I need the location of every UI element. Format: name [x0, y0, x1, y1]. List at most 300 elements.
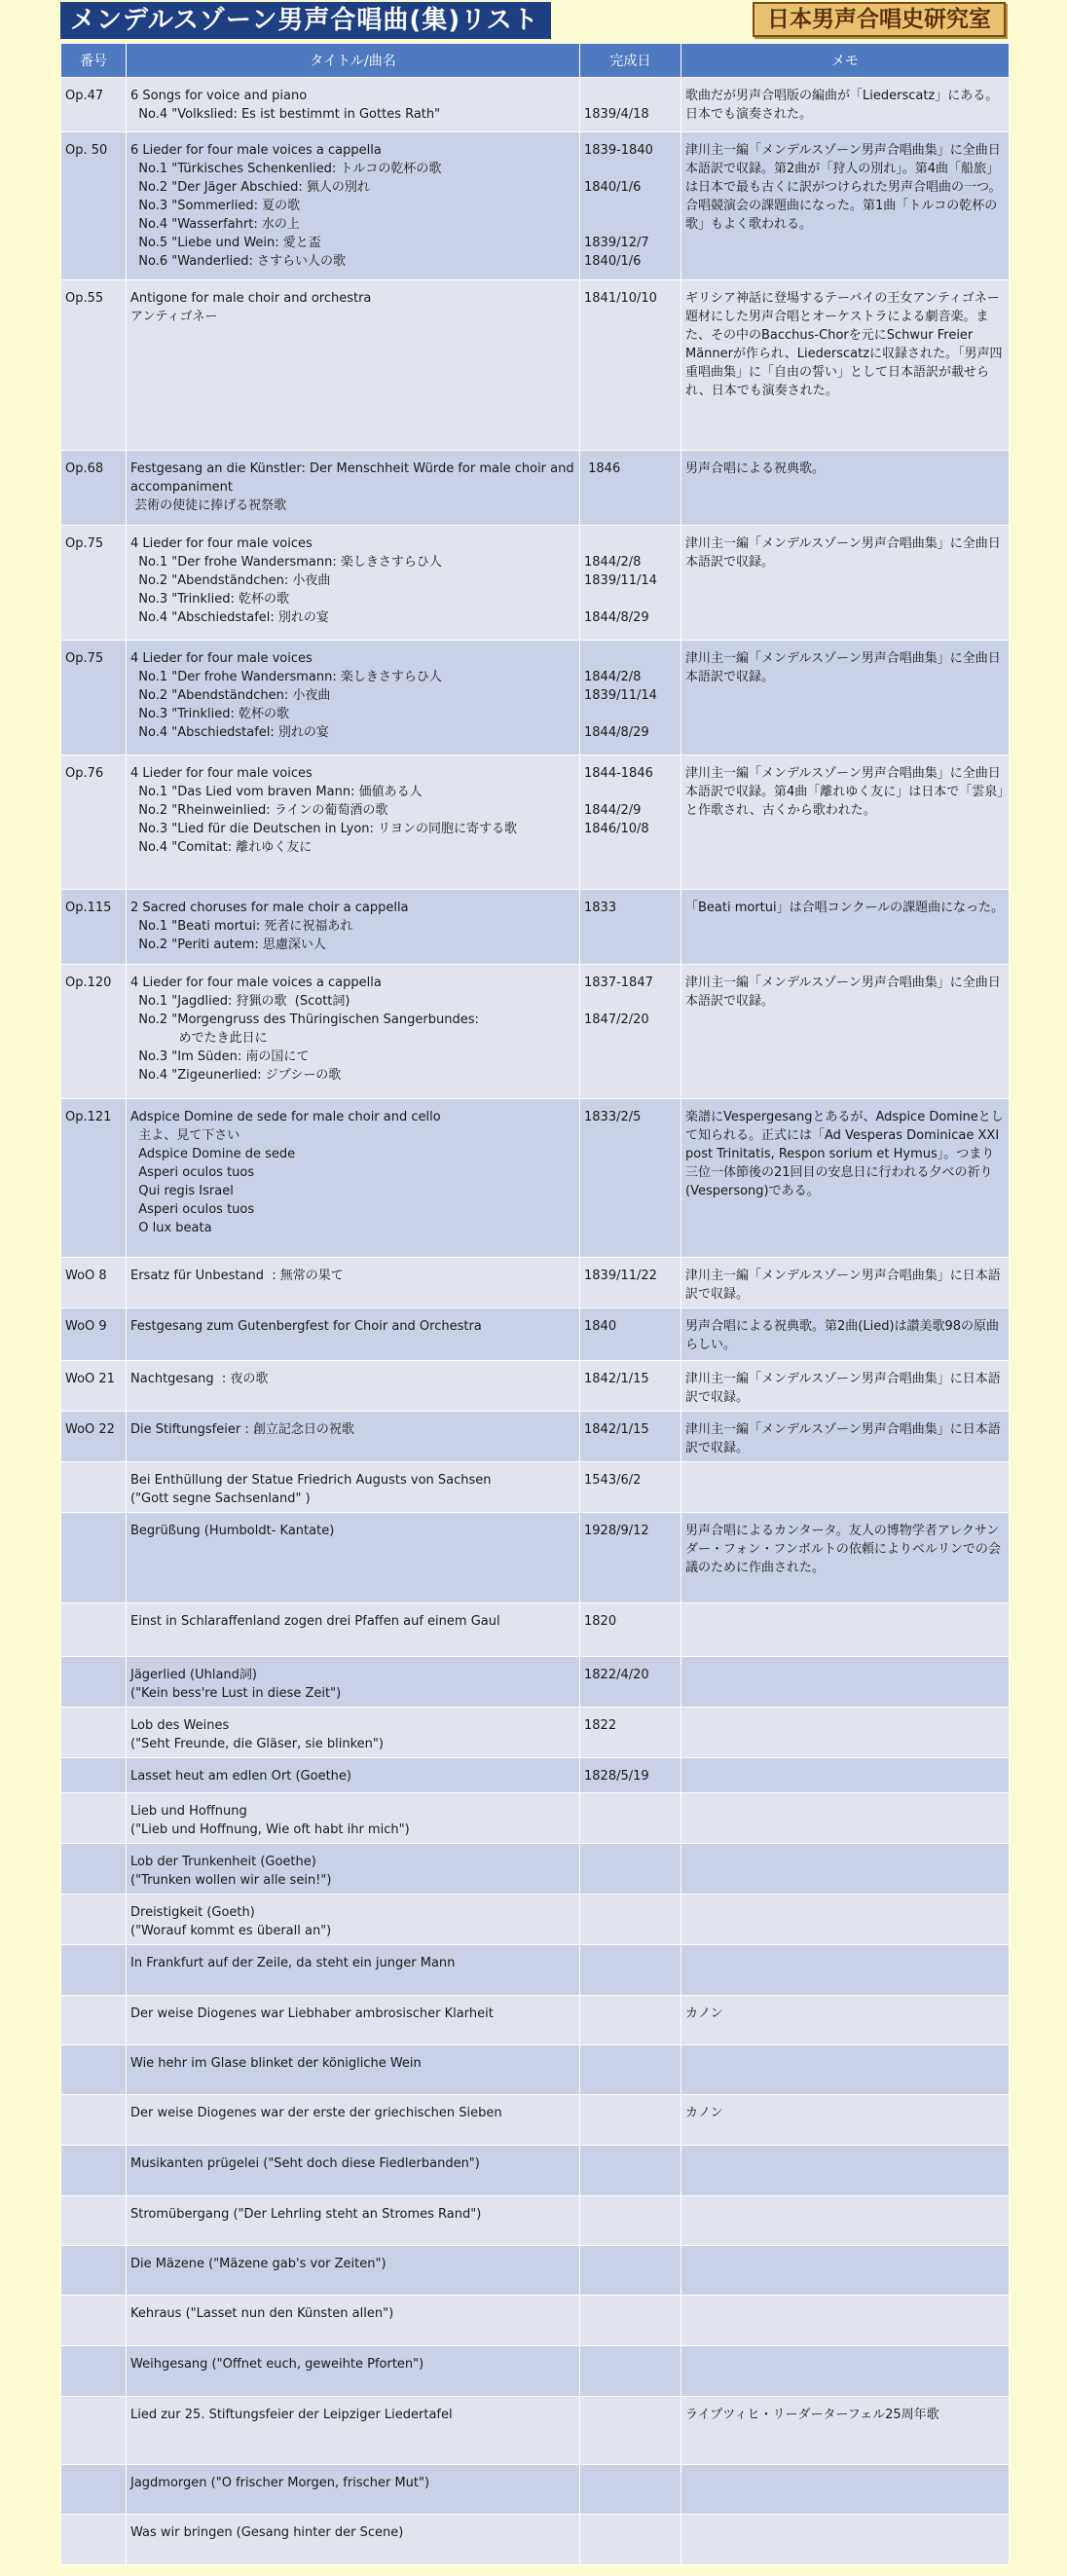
row-opus-number: Op.121 — [61, 1099, 127, 1258]
row-date-cell — [580, 1513, 681, 1603]
completion-date: 1842/1/15 — [584, 1372, 649, 1386]
work-title: Lieb und Hoffnung — [130, 1804, 247, 1819]
row-memo: 津川主一編「メンデルスゾーン男声合唱曲集」に日本語訳で収録。 — [681, 1258, 1010, 1308]
row-memo: 歌曲だが男声合唱版の編曲が「Liederscatz」にある。日本でも演奏された。 — [681, 78, 1010, 132]
work-subtitle: Asperi oculos tuos — [130, 1202, 255, 1217]
row-memo — [681, 1657, 1010, 1708]
row-opus-number: WoO 21 — [61, 1361, 127, 1412]
table-header-row — [61, 44, 1010, 78]
work-title: Kehraus ("Lasset nun den Künsten allen") — [130, 2306, 394, 2321]
row-title-cell — [127, 2095, 580, 2146]
completion-date: 1543/6/2 — [584, 1473, 642, 1488]
row-title-cell — [127, 641, 580, 755]
column-header-date: 完成日 — [580, 44, 681, 78]
row-opus-number — [61, 1708, 127, 1758]
row-opus-number — [61, 1657, 127, 1708]
work-subtitle: No.3 "Lied für die Deutschen in Lyon: リヨンの同胞に寄する歌 — [130, 822, 518, 836]
work-title: Lasset heut am edlen Ort (Goethe) — [130, 1769, 351, 1784]
work-subtitle: No.2 "Der Jäger Abschied: 猟人の別れ — [130, 180, 370, 195]
completion-date — [584, 1853, 677, 1871]
row-title-cell — [127, 1945, 580, 1996]
table-row — [61, 641, 1010, 755]
row-title-cell — [127, 451, 580, 526]
completion-date: 1846/10/8 — [584, 822, 649, 836]
table-row — [61, 2296, 1010, 2346]
work-title: In Frankfurt auf der Zeile, da steht ein junger Mann — [130, 1956, 456, 1970]
row-title-cell — [127, 1361, 580, 1412]
row-date-cell — [580, 2095, 681, 2146]
row-opus-number: Op.115 — [61, 890, 127, 965]
table-row — [61, 451, 1010, 526]
completion-date — [584, 2205, 677, 2224]
completion-date — [584, 2406, 677, 2424]
completion-date — [584, 2304, 677, 2323]
work-title: Der weise Diogenes war Liebhaber ambrosischer Klarheit — [130, 2006, 494, 2021]
row-opus-number — [61, 1945, 127, 1996]
row-memo — [681, 1462, 1010, 1513]
completion-date: 1840/1/6 — [584, 180, 642, 195]
completion-date — [584, 1802, 677, 1821]
work-title: Adspice Domine de sede for male choir and cello — [130, 1110, 441, 1124]
work-subtitle: No.1 "Das Lied vom braven Mann: 価値ある人 — [130, 785, 423, 799]
row-date-cell — [580, 1758, 681, 1793]
row-date-cell — [580, 1099, 681, 1258]
row-memo: 楽譜にVespergesangとあるが、Adspice Domineとして知られる。正式には「Ad Vesperas Dominicae XXI post Trinitatis, Respon sorium et Hymus」。つまり三位一体節後の21回目の安息日に行われる夕べの祈り(Vespersong)である。 — [681, 1099, 1010, 1258]
row-date-cell — [580, 1412, 681, 1462]
work-subtitle: O lux beata — [130, 1221, 212, 1235]
work-subtitle: No.2 "Periti autem: 思慮深い人 — [130, 938, 326, 952]
completion-date — [584, 590, 677, 608]
row-date-cell — [580, 1895, 681, 1945]
row-opus-number: Op.75 — [61, 526, 127, 641]
work-subtitle: No.1 "Beati mortui: 死者に祝福あれ — [130, 919, 353, 934]
work-title: Wie hehr im Glase blinket der königliche Wein — [130, 2056, 422, 2071]
table-row — [61, 1462, 1010, 1513]
table-row — [61, 526, 1010, 641]
table-row — [61, 1513, 1010, 1603]
row-title-cell — [127, 78, 580, 132]
page-header — [60, 0, 1005, 43]
table-row — [61, 1945, 1010, 1996]
work-title: Festgesang an die Künstler: Der Menschheit Würde for male choir and accompaniment — [130, 461, 578, 495]
completion-date: 1846 — [584, 461, 621, 476]
completion-date: 1841/10/10 — [584, 291, 657, 306]
row-date-cell — [580, 2296, 681, 2346]
page-title: メンデルスゾーン男声合唱曲(集)リスト — [60, 2, 551, 39]
row-opus-number — [61, 2045, 127, 2095]
completion-date — [584, 2104, 677, 2122]
work-subtitle: No.2 "Rheinweinlied: ラインの葡萄酒の歌 — [130, 803, 388, 818]
work-subtitle: No.1 "Jagdlied: 狩猟の歌 (Scott詞) — [130, 994, 350, 1009]
row-date-cell — [580, 2045, 681, 2095]
row-opus-number — [61, 2196, 127, 2246]
row-date-cell — [580, 2346, 681, 2397]
work-title: Nachtgesang : 夜の歌 — [130, 1372, 269, 1386]
work-title: Dreistigkeit (Goeth) — [130, 1905, 255, 1920]
completion-date — [584, 705, 677, 723]
table-row — [61, 1657, 1010, 1708]
table-row — [61, 1758, 1010, 1793]
row-title-cell — [127, 2246, 580, 2296]
completion-date: 1928/9/12 — [584, 1524, 649, 1538]
work-title: Die Mäzene ("Mäzene gab's vor Zeiten") — [130, 2257, 386, 2271]
row-title-cell — [127, 1258, 580, 1308]
row-opus-number: WoO 9 — [61, 1308, 127, 1361]
work-title: Lied zur 25. Stiftungsfeier der Leipziger Liedertafel — [130, 2408, 453, 2422]
column-header-num: 番号 — [61, 44, 127, 78]
work-title: 4 Lieder for four male voices — [130, 536, 313, 551]
row-opus-number — [61, 2246, 127, 2296]
table-row — [61, 1895, 1010, 1945]
work-subtitle: 主よ、見て下さい — [130, 1128, 240, 1143]
completion-date: 1840/1/6 — [584, 254, 642, 269]
table-row — [61, 1412, 1010, 1462]
row-opus-number — [61, 2146, 127, 2196]
table-row — [61, 965, 1010, 1099]
completion-date: 1839/11/14 — [584, 573, 657, 588]
completion-date: 1828/5/19 — [584, 1769, 649, 1784]
row-opus-number — [61, 1844, 127, 1895]
completion-date: 1839/11/14 — [584, 688, 657, 703]
work-title: Die Stiftungsfeier : 創立記念日の祝歌 — [130, 1422, 354, 1437]
row-title-cell — [127, 890, 580, 965]
row-memo: 津川主一編「メンデルスゾーン男声合唱曲集」に全曲日本語訳で収録。第2曲が「狩人の別れ」。第4曲「船旅」は日本で最も古くに訳がつけられた男声合唱曲の一つ。合唱競演会の課題曲になった。第1曲「トルコの乾杯の歌」もよく歌われる。 — [681, 132, 1010, 280]
work-subtitle: アンティゴネー — [130, 310, 218, 324]
row-date-cell — [580, 1657, 681, 1708]
row-opus-number: Op. 50 — [61, 132, 127, 280]
completion-date: 1839/11/22 — [584, 1269, 657, 1283]
completion-date: 1844/8/29 — [584, 725, 649, 740]
row-memo — [681, 1945, 1010, 1996]
work-title: Jägerlied (Uhland詞) — [130, 1668, 257, 1682]
work-subtitle: ("Lieb und Hoffnung, Wie oft habt ihr mich") — [130, 1822, 410, 1837]
row-title-cell — [127, 1844, 580, 1895]
completion-date — [584, 2005, 677, 2023]
work-title: 4 Lieder for four male voices a cappella — [130, 975, 382, 990]
row-memo: 「Beati mortui」は合唱コンクールの課題曲になった。 — [681, 890, 1010, 965]
row-title-cell — [127, 1462, 580, 1513]
row-opus-number — [61, 2095, 127, 2146]
completion-date — [584, 2355, 677, 2374]
row-opus-number: Op.68 — [61, 451, 127, 526]
row-opus-number — [61, 1758, 127, 1793]
completion-date — [584, 2054, 677, 2073]
row-opus-number: Op.75 — [61, 641, 127, 755]
completion-date — [584, 2154, 677, 2173]
row-date-cell — [580, 1945, 681, 1996]
work-subtitle: No.2 "Abendständchen: 小夜曲 — [130, 573, 331, 588]
completion-date: 1844/8/29 — [584, 610, 649, 625]
completion-date — [584, 649, 677, 668]
row-memo: カノン — [681, 2095, 1010, 2146]
completion-date: 1847/2/20 — [584, 1012, 649, 1027]
row-memo: 男声合唱による祝典歌。 — [681, 451, 1010, 526]
work-title: 4 Lieder for four male voices — [130, 651, 313, 666]
table-row — [61, 132, 1010, 280]
row-memo: 津川主一編「メンデルスゾーン男声合唱曲集」に全曲日本語訳で収録。第4曲「離れゆく友に」は日本で「雲泉」と作歌され、古くから歌われた。 — [681, 755, 1010, 890]
row-title-cell — [127, 2397, 580, 2465]
work-subtitle: No.4 "Abschiedstafel: 別れの宴 — [130, 610, 329, 625]
completion-date: 1833/2/5 — [584, 1110, 642, 1124]
row-title-cell — [127, 1708, 580, 1758]
work-subtitle: ("Worauf kommt es überall an") — [130, 1924, 332, 1938]
work-title: 2 Sacred choruses for male choir a cappella — [130, 901, 409, 915]
row-memo: 津川主一編「メンデルスゾーン男声合唱曲集」に全曲日本語訳で収録。 — [681, 641, 1010, 755]
table-row — [61, 2465, 1010, 2515]
table-row — [61, 1793, 1010, 1844]
table-row — [61, 1361, 1010, 1412]
completion-date: 1839/12/7 — [584, 236, 649, 250]
completion-date — [584, 2474, 677, 2492]
work-title: 4 Lieder for four male voices — [130, 766, 313, 781]
completion-date: 1839/4/18 — [584, 107, 649, 122]
table-row — [61, 1708, 1010, 1758]
row-opus-number — [61, 1603, 127, 1657]
row-opus-number — [61, 2296, 127, 2346]
table-row — [61, 2515, 1010, 2565]
column-header-title: タイトル/曲名 — [127, 44, 580, 78]
table-row — [61, 280, 1010, 451]
row-title-cell — [127, 1603, 580, 1657]
row-date-cell — [580, 1603, 681, 1657]
completion-date — [584, 992, 677, 1011]
row-opus-number — [61, 2515, 127, 2565]
row-memo — [681, 1844, 1010, 1895]
work-title: Jagdmorgen ("O frischer Morgen, frischer Mut") — [130, 2476, 430, 2490]
row-title-cell — [127, 2196, 580, 2246]
work-subtitle: No.3 "Sommerlied: 夏の歌 — [130, 199, 301, 213]
row-date-cell — [580, 1258, 681, 1308]
work-subtitle: No.6 "Wanderlied: さすらい人の歌 — [130, 254, 347, 269]
row-memo — [681, 1603, 1010, 1657]
work-title: Stromübergang ("Der Lehrling steht an Stromes Rand") — [130, 2207, 482, 2222]
work-title: Weihgesang ("Offnet euch, geweihte Pforten") — [130, 2357, 424, 2372]
row-date-cell — [580, 132, 681, 280]
table-row — [61, 1258, 1010, 1308]
row-date-cell — [580, 641, 681, 755]
row-title-cell — [127, 1793, 580, 1844]
completion-date: 1839-1840 — [584, 143, 653, 158]
completion-date — [584, 2523, 677, 2542]
work-title: Musikanten prügelei ("Seht doch diese Fiedlerbanden") — [130, 2156, 480, 2171]
work-subtitle: No.1 "Der frohe Wandersmann: 楽しきさすらひ人 — [130, 555, 442, 570]
row-opus-number — [61, 1996, 127, 2045]
completion-date — [584, 2255, 677, 2273]
row-title-cell — [127, 526, 580, 641]
work-subtitle: Asperi oculos tuos — [130, 1165, 255, 1180]
completion-date — [584, 1954, 677, 1972]
table-row — [61, 2196, 1010, 2246]
completion-date: 1842/1/15 — [584, 1422, 649, 1437]
row-title-cell — [127, 2465, 580, 2515]
row-opus-number — [61, 1895, 127, 1945]
completion-date: 1844-1846 — [584, 766, 653, 781]
work-title: Was wir bringen (Gesang hinter der Scene) — [130, 2525, 404, 2540]
work-subtitle: No.3 "Im Süden: 南の国にて — [130, 1049, 310, 1064]
work-subtitle: No.2 "Morgengruss des Thüringischen Sangerbundes: — [130, 1012, 479, 1027]
table-row — [61, 1996, 1010, 2045]
row-opus-number — [61, 1793, 127, 1844]
row-title-cell — [127, 1657, 580, 1708]
row-title-cell — [127, 2346, 580, 2397]
row-opus-number — [61, 1462, 127, 1513]
table-row — [61, 2045, 1010, 2095]
row-opus-number: Op.120 — [61, 965, 127, 1099]
work-title: Ersatz für Unbestand : 無常の果て — [130, 1269, 344, 1283]
row-opus-number — [61, 2397, 127, 2465]
work-title: Festgesang zum Gutenbergfest for Choir and Orchestra — [130, 1319, 482, 1334]
row-memo — [681, 2045, 1010, 2095]
completion-date: 1844/2/8 — [584, 555, 642, 570]
row-opus-number — [61, 2465, 127, 2515]
row-memo: 男声合唱によるカンタータ。友人の博物学者アレクサンダー・フォン・フンボルトの依頼によりベルリンでの会議のために作曲された。 — [681, 1513, 1010, 1603]
work-subtitle: No.1 "Der frohe Wandersmann: 楽しきさすらひ人 — [130, 670, 442, 684]
work-subtitle: No.4 "Volkslied: Es ist bestimmt in Gottes Rath" — [130, 107, 441, 122]
work-subtitle: No.5 "Liebe und Wein: 愛と盃 — [130, 236, 321, 250]
work-subtitle: No.1 "Türkisches Schenkenlied: トルコの乾杯の歌 — [130, 162, 442, 176]
table-row — [61, 2095, 1010, 2146]
row-title-cell — [127, 1099, 580, 1258]
work-subtitle: 芸術の使徒に捧げる祝祭歌 — [130, 498, 287, 513]
row-memo — [681, 2465, 1010, 2515]
row-memo — [681, 2515, 1010, 2565]
row-date-cell — [580, 2196, 681, 2246]
completion-date — [584, 197, 677, 215]
work-subtitle: ("Gott segne Sachsenland" ) — [130, 1491, 311, 1506]
work-subtitle: めでたき此日に — [130, 1031, 268, 1046]
work-title: Einst in Schlaraffenland zogen drei Pfaffen auf einem Gaul — [130, 1614, 500, 1629]
row-memo: 津川主一編「メンデルスゾーン男声合唱曲集」に日本語訳で収録。 — [681, 1361, 1010, 1412]
work-subtitle: ("Seht Freunde, die Gläser, sie blinken") — [130, 1737, 384, 1751]
row-date-cell — [580, 1462, 681, 1513]
work-title: Lob der Trunkenheit (Goethe) — [130, 1855, 316, 1869]
row-memo: 津川主一編「メンデルスゾーン男声合唱曲集」に日本語訳で収録。 — [681, 1412, 1010, 1462]
row-date-cell — [580, 2465, 681, 2515]
table-row — [61, 890, 1010, 965]
row-date-cell — [580, 965, 681, 1099]
table-row — [61, 2346, 1010, 2397]
row-title-cell — [127, 1996, 580, 2045]
completion-date: 1820 — [584, 1614, 617, 1629]
row-date-cell — [580, 2246, 681, 2296]
completion-date: 1822 — [584, 1718, 617, 1733]
row-title-cell — [127, 2296, 580, 2346]
row-date-cell — [580, 1996, 681, 2045]
work-subtitle: No.4 "Wasserfahrt: 水の上 — [130, 217, 300, 232]
row-date-cell — [580, 1844, 681, 1895]
completion-date — [584, 534, 677, 553]
work-subtitle: Qui regis Israel — [130, 1184, 234, 1198]
work-title: 6 Songs for voice and piano — [130, 89, 308, 103]
row-title-cell — [127, 965, 580, 1099]
row-memo: ギリシア神話に登場するテーバイの王女アンティゴネー題材にした男声合唱とオーケストラによる劇音楽。また、その中のBacchus-Chorを元にSchwur Freier Männerが作られ、Liederscatzに収録された。「男声四重唱曲集」に「自由の誓い」として日本語訳が載せられ、日本でも演奏された。 — [681, 280, 1010, 451]
row-date-cell — [580, 1793, 681, 1844]
row-title-cell — [127, 1412, 580, 1462]
completion-date — [584, 1903, 677, 1922]
row-memo — [681, 2146, 1010, 2196]
row-title-cell — [127, 1895, 580, 1945]
row-title-cell — [127, 755, 580, 890]
row-date-cell — [580, 280, 681, 451]
row-memo — [681, 2196, 1010, 2246]
row-opus-number: WoO 8 — [61, 1258, 127, 1308]
work-subtitle: No.3 "Trinklied: 乾杯の歌 — [130, 707, 289, 721]
table-row — [61, 755, 1010, 890]
row-date-cell — [580, 1708, 681, 1758]
completion-date — [584, 215, 677, 234]
completion-date — [584, 783, 677, 801]
work-subtitle: No.4 "Zigeunerlied: ジプシーの歌 — [130, 1068, 342, 1083]
completion-date — [584, 838, 677, 857]
work-title: Bei Enthüllung der Statue Friedrich Augusts von Sachsen — [130, 1473, 492, 1488]
work-title: Lob des Weines — [130, 1718, 230, 1733]
row-opus-number — [61, 2346, 127, 2397]
table-row — [61, 1844, 1010, 1895]
song-list-table — [60, 43, 1010, 2565]
row-opus-number: Op.47 — [61, 78, 127, 132]
row-title-cell — [127, 1758, 580, 1793]
completion-date: 1844/2/9 — [584, 803, 642, 818]
row-memo: 男声合唱による祝典歌。第2曲(Lied)は讃美歌98の原曲らしい。 — [681, 1308, 1010, 1361]
table-row — [61, 1308, 1010, 1361]
work-subtitle: No.2 "Abendständchen: 小夜曲 — [130, 688, 331, 703]
site-brand-link[interactable]: 日本男声合唱史研究室 — [753, 2, 1006, 37]
row-date-cell — [580, 1361, 681, 1412]
row-memo — [681, 1758, 1010, 1793]
row-memo: カノン — [681, 1996, 1010, 2045]
row-memo — [681, 2346, 1010, 2397]
row-date-cell — [580, 451, 681, 526]
row-memo: ライプツィヒ・リーダーターフェル25周年歌 — [681, 2397, 1010, 2465]
row-title-cell — [127, 1308, 580, 1361]
completion-date: 1840 — [584, 1319, 617, 1334]
row-date-cell — [580, 755, 681, 890]
table-row — [61, 1603, 1010, 1657]
work-title: Antigone for male choir and orchestra — [130, 291, 372, 306]
table-row — [61, 2397, 1010, 2465]
table-row — [61, 78, 1010, 132]
completion-date — [584, 160, 677, 178]
row-date-cell — [580, 2515, 681, 2565]
row-opus-number — [61, 1513, 127, 1603]
row-memo — [681, 1895, 1010, 1945]
work-subtitle: No.3 "Trinklied: 乾杯の歌 — [130, 592, 289, 607]
row-title-cell — [127, 132, 580, 280]
row-title-cell — [127, 2045, 580, 2095]
completion-date: 1837-1847 — [584, 975, 653, 990]
row-date-cell — [580, 890, 681, 965]
work-subtitle: ("Kein bess're Lust in diese Zeit") — [130, 1686, 342, 1701]
row-title-cell — [127, 2146, 580, 2196]
work-subtitle: Adspice Domine de sede — [130, 1147, 296, 1161]
work-subtitle: No.4 "Abschiedstafel: 別れの宴 — [130, 725, 329, 740]
work-subtitle: No.4 "Comitat: 離れゆく友に — [130, 840, 313, 855]
row-date-cell — [580, 526, 681, 641]
table-row — [61, 1099, 1010, 1258]
row-title-cell — [127, 280, 580, 451]
column-header-memo: メモ — [681, 44, 1010, 78]
completion-date: 1844/2/8 — [584, 670, 642, 684]
row-date-cell — [580, 78, 681, 132]
row-memo — [681, 2246, 1010, 2296]
table-row — [61, 2246, 1010, 2296]
completion-date: 1822/4/20 — [584, 1668, 649, 1682]
row-memo — [681, 1708, 1010, 1758]
row-memo: 津川主一編「メンデルスゾーン男声合唱曲集」に全曲日本語訳で収録。 — [681, 965, 1010, 1099]
completion-date: 1833 — [584, 901, 617, 915]
row-memo — [681, 2296, 1010, 2346]
row-memo — [681, 1793, 1010, 1844]
